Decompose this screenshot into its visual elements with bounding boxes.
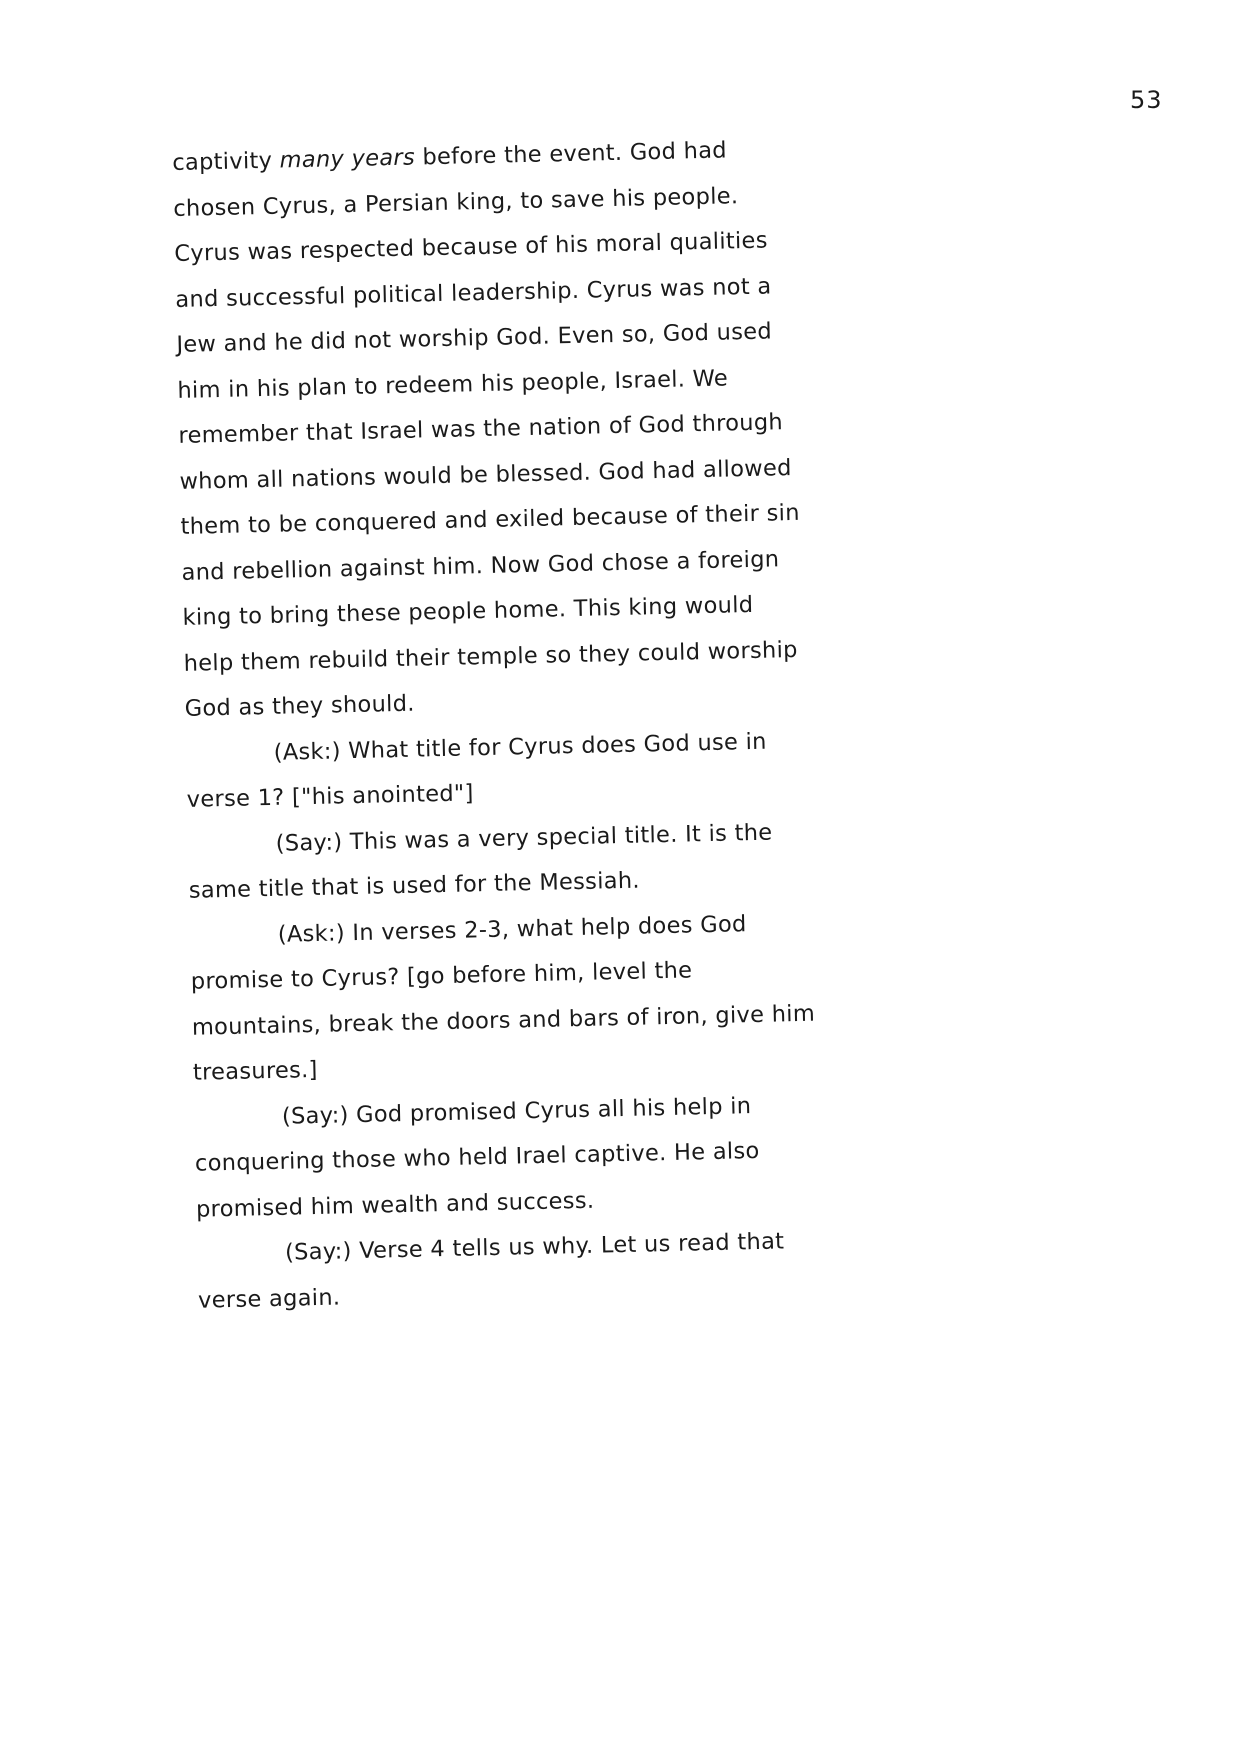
- text-line: [180, 500, 800, 540]
- text-run: verse again.: [197, 1283, 341, 1314]
- text-line: [181, 546, 779, 586]
- text-run: God as they should.: [184, 690, 416, 722]
- text-line: [196, 1187, 595, 1222]
- text-run: conquering those who held Irael captive. He also: [194, 1137, 760, 1177]
- text-line: [177, 365, 728, 403]
- text-run: verse 1? ["his anointed"]: [186, 780, 474, 813]
- text-line: [175, 273, 772, 313]
- text-line: [193, 1057, 318, 1086]
- text-run: chosen Cyrus, a Persian king, to save his people.: [173, 182, 739, 222]
- text-run: captivity: [172, 147, 280, 176]
- text-line: [182, 592, 753, 631]
- text-line: [275, 819, 772, 856]
- text-run: (Ask:) What title for Cyrus does God use in: [273, 728, 768, 766]
- text-run: same title that is used for the Messiah.: [188, 867, 641, 904]
- text-run: (Say:) God promised Cyrus all his help in: [281, 1092, 752, 1130]
- text-run: king to bring these people home. This king would: [182, 591, 754, 631]
- text-run: (Say:) Verse 4 tells us why. Let us read that: [284, 1228, 785, 1266]
- text-run: Jew and he did not worship God. Even so, God used: [176, 318, 773, 358]
- text-line: [278, 911, 747, 948]
- text-line: [191, 957, 693, 994]
- text-run: and successful political leadership. Cyrus was not a: [175, 272, 772, 313]
- text-run: treasures.]: [192, 1056, 318, 1086]
- text-line: [189, 868, 641, 904]
- text-run: Cyrus was respected because of his moral qualities: [174, 227, 768, 267]
- text-line: [192, 1000, 816, 1040]
- text-run: (Ask:) In verses 2-3, what help does God: [277, 910, 747, 948]
- text-run: him in his plan to redeem his people, Israel. We: [177, 364, 729, 404]
- text-run: them to be conquered and exiled because of their sin: [180, 499, 801, 540]
- text-line: [198, 1284, 341, 1313]
- text-line: [173, 183, 739, 222]
- page-number: 53: [1130, 86, 1163, 114]
- text-line: [184, 691, 415, 722]
- text-line: [285, 1228, 785, 1265]
- text-line: [273, 728, 767, 765]
- text-line: [178, 409, 783, 449]
- text-run: remember that Israel was the nation of God through: [178, 409, 784, 449]
- text-run: mountains, break the doors and bars of iron, give him: [191, 1000, 816, 1041]
- text-line: [179, 455, 792, 495]
- body-text: [172, 134, 892, 1314]
- text-line: [172, 137, 727, 176]
- text-run: promised him wealth and success.: [195, 1187, 595, 1223]
- text-run: help them rebuild their temple so they could worship: [183, 636, 798, 677]
- text-run: whom all nations would be blessed. God had allowed: [179, 454, 792, 495]
- text-line: [183, 636, 798, 676]
- text-run: promise to Cyrus? [go before him, level the: [190, 957, 693, 995]
- text-line: [186, 780, 473, 813]
- text-line: [176, 318, 772, 358]
- emphasized-text: many years: [279, 144, 416, 174]
- text-line: [282, 1093, 752, 1130]
- text-run: and rebellion against him. Now God chose a foreign: [181, 545, 780, 586]
- text-run: before the event. God had: [414, 137, 728, 171]
- text-run: (Say:) This was a very special title. It is the: [275, 819, 773, 857]
- text-line: [174, 228, 768, 267]
- text-line: [195, 1138, 760, 1177]
